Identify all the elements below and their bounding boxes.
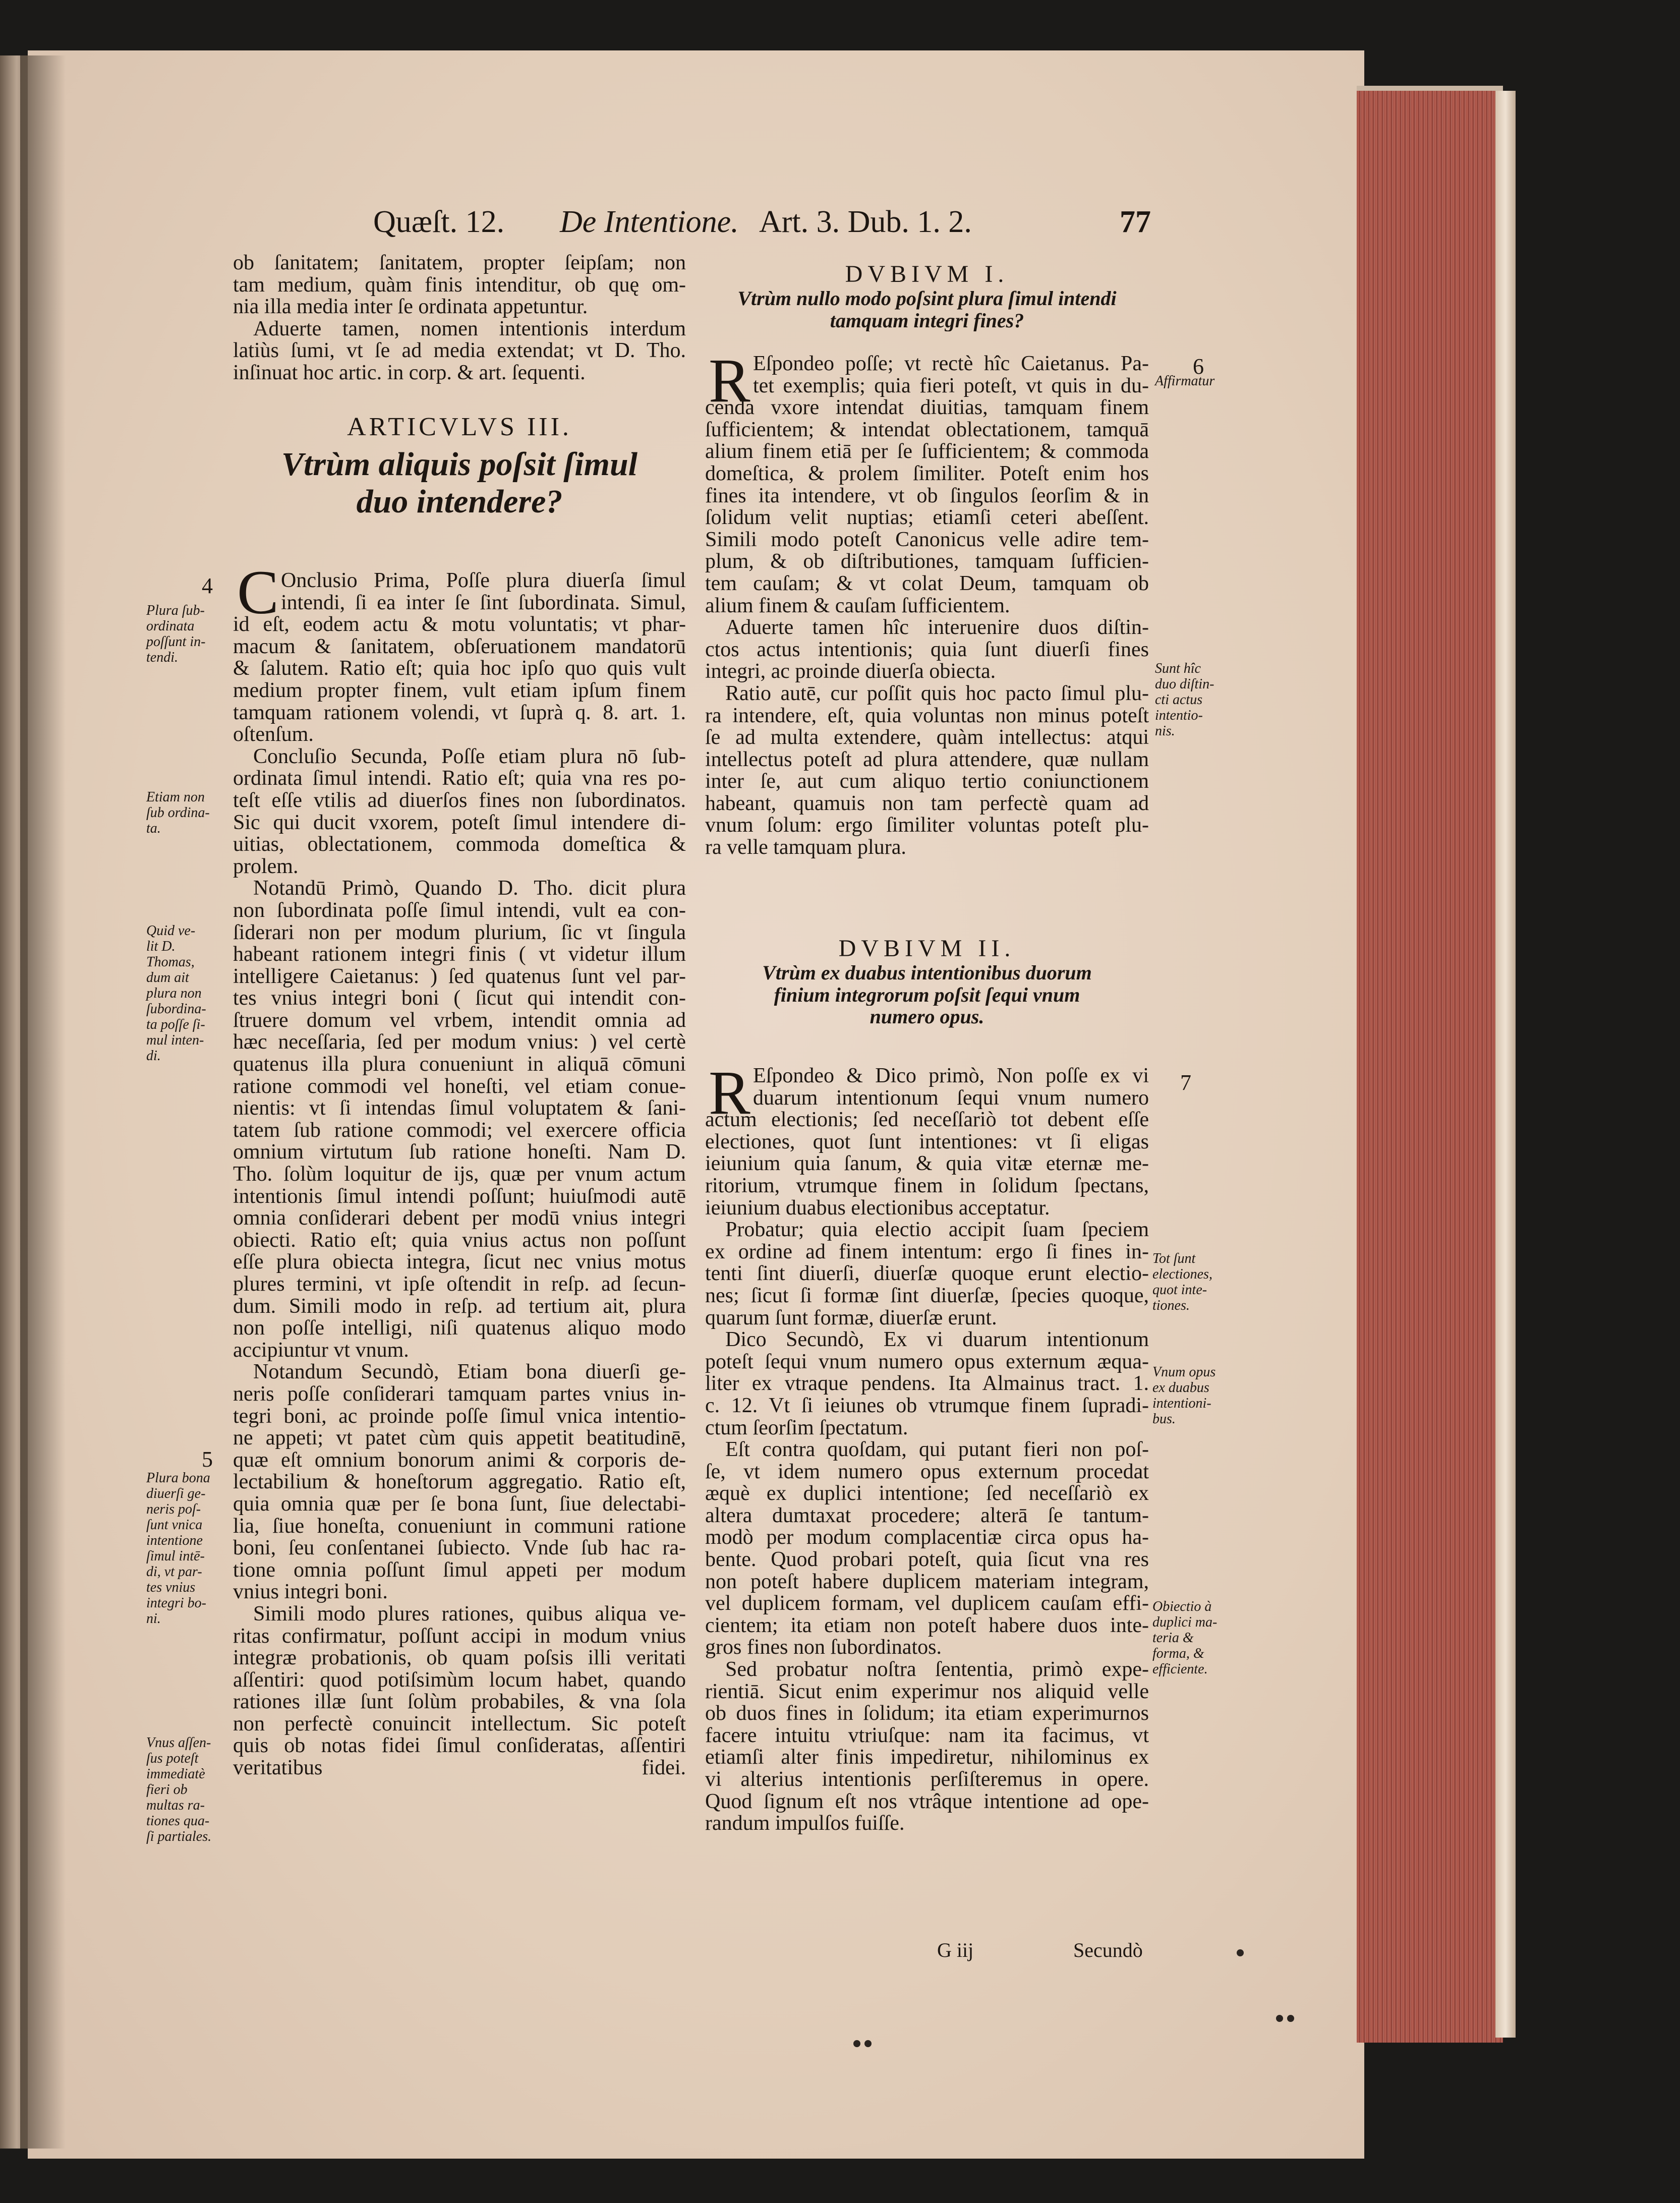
text-line: fines ita intendere, vt ob ſingulos ſeorſim & in	[705, 485, 1149, 507]
marginal-note-line: Vnus aſſen-	[146, 1735, 211, 1751]
marginal-note-line: fieri ob	[146, 1782, 188, 1798]
text-line: & ſalutem. Ratio eſt; quia hoc ipſo quo quis vult	[233, 658, 686, 680]
marginal-note-line: di.	[146, 1048, 161, 1064]
dubium2-question-line-3: numero opus.	[870, 1006, 984, 1028]
marginal-note-line: ſus poteſt	[146, 1751, 199, 1766]
text-line: ra velle tamquam plura.	[705, 837, 906, 859]
marginal-note-line: lit D.	[146, 939, 176, 954]
running-header	[373, 199, 1170, 245]
signature-mark: G iij	[937, 1939, 974, 1961]
text-line: non poſſe intelligi, niſi quatenus aliquo modo	[233, 1317, 686, 1340]
marginal-note-line: ſubordina-	[146, 1001, 206, 1017]
marginal-note-line: Quid ve-	[146, 923, 196, 939]
text-line: ra intendere, eſt, quia voluntas non minus poteſt	[705, 705, 1149, 727]
text-line: gros fines non ſubordinatos.	[705, 1637, 942, 1659]
text-line: tet exemplis; quia fieri poteſt, vt quis in du-	[753, 375, 1149, 397]
text-line: lia, ſiue honeſta, conueniunt in communi ratione	[233, 1515, 686, 1538]
marginal-note-line: immediatè	[146, 1766, 205, 1782]
text-line: cenda vxore intendat diuitias, tamquam finem	[705, 397, 1149, 419]
text-line: intellectus poteſt ad plura attendere, quæ nullam	[705, 748, 1149, 771]
text-line: vi alterius intentionis perſiſteremus in opere.	[705, 1769, 1149, 1791]
marginal-note-line: multas ra-	[146, 1798, 205, 1813]
text-line: uitias, oblectationem, commoda domeſtica &	[233, 834, 686, 856]
marginal-note-line: duplici ma-	[1152, 1614, 1218, 1630]
dubium1-question-line-1: Vtrùm nullo modo poſsint plura ſimul intendi	[737, 287, 1117, 310]
text-line: intelligere Caietanus: ) ſed quatenus ſunt vel par-	[233, 965, 686, 988]
text-line: aſſentiri: quod potiſsimùm locum habet, quando	[233, 1669, 686, 1692]
marginal-note-line: forma, &	[1152, 1646, 1204, 1661]
text-line: inter ſe, aut cum aliquo tertio coniunctionem	[705, 771, 1149, 793]
marginal-note-line: intentioni-	[1152, 1396, 1211, 1411]
text-line: habeant rationem integri finis ( vt videtur illum	[233, 944, 686, 966]
text-line: Ratio autē, cur poſſit quis hoc pacto ſimul plu-	[725, 682, 1149, 705]
text-line: alium finem etiā per ſe ſufficientem; & commoda	[705, 441, 1149, 463]
marginal-note-line: ſunt vnica	[146, 1517, 203, 1533]
text-line: vnum ſolum: ergo ſimiliter voluntas poteſt plu-	[705, 815, 1149, 837]
marginal-note-line: Affirmatur	[1155, 373, 1215, 389]
left-intro-text	[233, 252, 686, 384]
red-page-edges	[1357, 91, 1503, 2043]
marginal-note-line: di, vt par-	[146, 1564, 202, 1580]
marginal-note-line: cti actus	[1155, 692, 1203, 708]
marginal-note	[1152, 1364, 1215, 1427]
dubium1-heading: DVBIVM I.	[845, 261, 1009, 287]
marginal-note	[146, 789, 210, 836]
dubium2-drop-cap: R	[709, 1058, 750, 1127]
text-line: Concluſio Secunda, Poſſe etiam plura nō ſub-	[253, 745, 686, 768]
article-heading-block	[233, 409, 686, 520]
text-line: plum, & ob diſtributiones, tamquam ſufficien-	[705, 551, 1149, 573]
marginal-note-line: plura non	[146, 985, 202, 1001]
book-cover-edge	[1495, 91, 1516, 2038]
dubium1-text	[705, 346, 1149, 859]
text-line: eſſe plura obiecta integra, ſicut nec vnius motus	[233, 1251, 686, 1273]
marginal-note-line: integri bo-	[146, 1595, 206, 1611]
ink-speck	[864, 2040, 872, 2047]
left-body-text	[233, 570, 686, 1779]
marginal-note-line: mul inten-	[146, 1032, 204, 1048]
text-line: quis ob notas fidei ſimul conſideratas, aſſentiri	[233, 1735, 686, 1758]
dubium2-question-line-1: Vtrùm ex duabus intentionibus duorum	[762, 962, 1092, 984]
text-line: Aduerte tamen, nomen intentionis interdum	[253, 318, 686, 340]
text-line: electiones, quot ſunt intentiones: vt ſi eligas	[705, 1131, 1149, 1153]
marginal-note-line: tendi.	[146, 650, 178, 665]
text-line: dum. Simili modo in reſp. ad tertium ait, plura	[233, 1295, 686, 1318]
marginal-note	[146, 603, 205, 665]
page-number: 77	[1120, 205, 1151, 239]
text-line: habeant, quamuis non tam perfectè quam ad	[705, 792, 1149, 815]
text-line: alium finem & cauſam ſufficientem.	[705, 595, 1010, 617]
text-line: oſtenſum.	[233, 724, 314, 746]
book-page	[28, 50, 1364, 2159]
marginal-note-line: diuerſi ge-	[146, 1486, 206, 1501]
text-line: modò per modum complacentiæ circa opus ha-	[705, 1527, 1149, 1549]
dubium1-heading-block	[705, 261, 1149, 331]
text-line: Sed probatur noſtra ſententia, primò expe-	[725, 1659, 1149, 1681]
text-line: ne appeti; vt patet cùm quis appetit beatitudinē,	[233, 1427, 686, 1450]
text-line: ſufficientem; & intendat oblectationem, tamquā	[705, 419, 1149, 441]
text-line: ſiderari non per modum plurium, ſic vt ſingula	[233, 921, 686, 944]
dubium2-heading: DVBIVM II.	[838, 936, 1016, 962]
marginal-note	[1152, 1599, 1217, 1677]
text-line: quarum ſunt formæ, diuerſæ erunt.	[705, 1307, 997, 1329]
marginal-note-line: ex duabus	[1152, 1380, 1209, 1396]
text-line: lectabilium & honeſtorum aggregatio. Ratio eſt,	[233, 1471, 686, 1493]
text-line: tam medium, quàm finis intenditur, ob quę om-	[233, 274, 686, 297]
marginal-note-line: ſub ordina-	[146, 805, 210, 821]
text-line: non ſubordinata poſſe ſimul intendi, vult ea con-	[233, 899, 686, 922]
text-line: nientis: vt ſi intendas ſimul voluptatem & ſani-	[233, 1097, 686, 1120]
text-line: domeſtica, & prolem ſimiliter. Poteſt enim hos	[705, 462, 1149, 485]
text-line: Tho. ſolùm loquitur de ijs, quæ per vnum actum	[233, 1164, 686, 1186]
text-line: Dico Secundò, Ex vi duarum intentionum	[725, 1329, 1149, 1351]
text-line: randum impulſos fuiſſe.	[705, 1813, 905, 1835]
gutter-shadow	[20, 55, 66, 2149]
text-line: cientem; ita etiam non poteſt habere duos inte-	[705, 1614, 1149, 1637]
text-line: rationes illæ ſunt ſolùm probabiles, & vna ſola	[233, 1691, 686, 1713]
ink-speck	[853, 2040, 860, 2047]
text-line: non poteſt habere duplicem materiam integram,	[705, 1571, 1149, 1593]
text-line: tenti ſint diuerſi, diuerſæ quoque erunt electio-	[705, 1263, 1149, 1285]
text-line: tes vnius integri boni ( ſicut qui intendit con-	[233, 988, 686, 1010]
text-line: ob ſanitatem; ſanitatem, propter ſeipſam; non	[233, 252, 686, 274]
marginal-note-line: intentione	[146, 1533, 203, 1548]
text-line: veritatibus fidei.	[233, 1757, 686, 1779]
text-line: vnius integri boni.	[233, 1581, 388, 1603]
margin-number-5: 5	[202, 1447, 213, 1472]
text-line: poteſt ſequi vnum numero opus externum æqua-	[705, 1351, 1149, 1373]
text-line: omnium virtutum ſub ratione honeſti. Nam D.	[233, 1141, 686, 1164]
text-line: prolem.	[233, 855, 299, 878]
marginal-note-line: ordinata	[146, 618, 195, 634]
marginal-note-line: neris poſ-	[146, 1501, 201, 1517]
text-line: nes; ſicut ſi formæ ſint diuerſæ, ſpecies quoque,	[705, 1285, 1149, 1307]
ink-speck	[1287, 2015, 1294, 2022]
marginal-note-line: intentio-	[1155, 708, 1203, 723]
text-line: etiamſi alter finis impediretur, nihilominus ex	[705, 1747, 1149, 1769]
marginal-note-line: tiones.	[1152, 1298, 1190, 1313]
text-line: Aduerte tamen hîc interuenire duos diſtin-	[725, 617, 1149, 639]
marginal-note-line: Vnum opus	[1152, 1364, 1216, 1380]
marginal-note-line: Plura ſub-	[146, 603, 205, 618]
dubium2-question-line-2: finium integrorum poſsit ſequi vnum	[774, 983, 1080, 1006]
text-line: Notandū Primò, Quando D. Tho. dicit plura	[253, 878, 686, 900]
text-line: ob duos fines in ſolidum; ita etiam experimurnos	[705, 1703, 1149, 1725]
text-line: quatenus illa plura conueniunt in aliquā cōmuni	[233, 1054, 686, 1076]
text-line: quia omnia quæ per ſe bona ſunt, ſiue delectabi-	[233, 1493, 686, 1516]
marginal-note-line: efficiente.	[1152, 1661, 1208, 1677]
marginal-note-line: ſi partiales.	[146, 1829, 212, 1844]
catchword: Secundò	[1073, 1939, 1143, 1961]
text-line: Simili modo plures rationes, quibus aliqua ve-	[253, 1603, 686, 1626]
marginal-note	[146, 1470, 210, 1627]
text-line: ieiunium duabus electionibus acceptatur.	[705, 1197, 1050, 1220]
text-line: accipiuntur vt vnum.	[233, 1339, 409, 1362]
header-title: De Intentione.	[560, 205, 739, 239]
text-line: plures termini, vt ipſe oſtendit in reſp. ad ſecun-	[233, 1273, 686, 1296]
text-line: ſe ad multa extendere, quàm intellectus: atqui	[705, 727, 1149, 749]
marginal-note-line: duo diſtin-	[1155, 676, 1214, 692]
marginal-note-line: Tot ſunt	[1152, 1251, 1196, 1266]
text-line: tamquam rationem volendi, vt ſuprà q. 8. art. 1.	[233, 702, 686, 724]
marginal-note	[146, 923, 206, 1064]
text-line: duarum intentionum ſequi vnum numero	[753, 1087, 1149, 1110]
left-drop-cap: C	[237, 558, 279, 627]
text-line: rientiā. Sicut enim experimur nos aliquid velle	[705, 1680, 1149, 1703]
marginal-note-line: Sunt hîc	[1155, 661, 1201, 676]
text-line: quæ eſt omnium bonorum animi & corporis de-	[233, 1449, 686, 1472]
dubium1-drop-cap: R	[709, 346, 750, 415]
marginal-note-line: dum ait	[146, 970, 189, 985]
text-line: neris poſſe conſiderari tamquam partes vnius in-	[233, 1383, 686, 1406]
dubium1-question-line-2: tamquam integri fines?	[830, 309, 1024, 332]
ink-speck	[1276, 2015, 1283, 2022]
marginal-note-line: ta.	[146, 821, 161, 836]
text-line: integræ probationis, ob quam poſsis illi veritati	[233, 1647, 686, 1669]
text-line: boni, ſeu conſentanei ſubiecto. Vnde ſub hac ra-	[233, 1537, 686, 1559]
text-line: actum electionis; ſed neceſſariò tot debent eſſe	[705, 1109, 1149, 1131]
text-line: ſolidum velit nuptias; etiamſi ceteri abeſſent.	[705, 507, 1149, 529]
text-line: liter ex vtraque pendens. Ita Almainus tract. 1.	[705, 1373, 1149, 1395]
margin-number-7: 7	[1180, 1070, 1191, 1095]
text-line: ctum ſeorſim ſpectatum.	[705, 1417, 908, 1439]
text-line: ordinata ſimul intendi. Ratio eſt; quia vna res po-	[233, 768, 686, 790]
text-line: integri, ac proinde diuerſa obiecta.	[705, 661, 996, 683]
text-line: non perfectè conuincit intellectum. Sic poteſt	[233, 1713, 686, 1735]
text-line: Eſpondeo poſſe; vt rectè hîc Caietanus. Pa-	[753, 353, 1149, 375]
ink-speck	[1237, 1949, 1244, 1956]
text-line: obiecti. Ratio eſt; quia vnius actus non poſſunt	[233, 1229, 686, 1252]
text-line: ratione commodi vel honeſti, vel etiam conue-	[233, 1075, 686, 1098]
marginal-note-line: ta poſſe ſi-	[146, 1017, 205, 1032]
text-line: altera dumtaxat procedere; alterā ſe tantum-	[705, 1504, 1149, 1527]
header-quaestio: Quæſt. 12.	[373, 205, 505, 239]
marginal-note	[146, 1735, 211, 1844]
text-line: teſt eſſe vtilis ad diuerſos fines non ſubordinatos.	[233, 789, 686, 812]
text-line: ritas confirmatur, poſſunt accipi in modum vnius	[233, 1625, 686, 1648]
text-line: ſtruere domum vel vrbem, intendit omnia ad	[233, 1009, 686, 1032]
article-question-line-1: Vtrùm aliquis poſsit ſimul	[281, 446, 638, 483]
marginal-note-line: nis.	[1155, 723, 1175, 739]
text-line: bente. Quod probari poteſt, quia ſicut vna res	[705, 1549, 1149, 1571]
marginal-note-line: ni.	[146, 1611, 161, 1627]
text-line: intentionis ſimul intendi poſſunt; huiuſmodi autē	[233, 1185, 686, 1208]
marginal-note-line: bus.	[1152, 1411, 1176, 1427]
marginal-note	[1155, 661, 1214, 739]
text-line: æquè ex duplici intentione; ſed neceſſariò ex	[705, 1483, 1149, 1505]
text-line: Notandum Secundò, Etiam bona diuerſi ge-	[253, 1361, 686, 1383]
marginal-note-line: Thomas,	[146, 954, 195, 970]
text-line: omnia conſiderari debent per modū vnius integri	[233, 1207, 686, 1230]
marginal-note-line: Obiectio à	[1152, 1599, 1212, 1614]
text-line: ctos actus intentionis; quia ſunt diuerſi fines	[705, 639, 1149, 661]
text-line: tatem ſub ratione commodi; vel exercere officia	[233, 1119, 686, 1142]
text-line: facere intuitu vtriuſque: nam ita facimus, vt	[705, 1724, 1149, 1747]
dubium2-text	[705, 1058, 1149, 1835]
article-heading: ARTICVLVS III.	[347, 413, 572, 441]
marginal-note-line: tiones qua-	[146, 1813, 210, 1829]
text-line: ritorium, vtrumque finem in ſolidum ſpectans,	[705, 1175, 1149, 1197]
text-line: medium propter finem, vult etiam ipſum finem	[233, 679, 686, 702]
text-line: tione omnia poſſunt ſimul appeti per modum	[233, 1559, 686, 1582]
text-line: intendi, ſi ea inter ſe ſint ſubordinata. Simul,	[281, 592, 686, 614]
text-line: tegri boni, ac proinde poſſe ſimul vnica intentio-	[233, 1405, 686, 1428]
header-article: Art. 3. Dub. 1. 2.	[759, 205, 972, 239]
text-line: Quod ſignum eſt nos vtrâque intentione ad ope-	[705, 1790, 1149, 1813]
marginal-note-line: quot inte-	[1152, 1282, 1207, 1298]
text-line: c. 12. Vt ſi ieiunes ob vtrumque finem ſupradi-	[705, 1395, 1149, 1417]
text-line: Probatur; quia electio accipit ſuam ſpeciem	[725, 1219, 1149, 1241]
marginal-note-line: electiones,	[1152, 1266, 1212, 1282]
text-line: tem cauſam; & vt colat Deum, tamquam ob	[705, 572, 1149, 595]
marginal-note-line: tes vnius	[146, 1580, 196, 1595]
marginal-note	[1152, 1251, 1212, 1313]
margin-number-4: 4	[202, 573, 213, 598]
article-question-line-2: duo intendere?	[356, 483, 563, 520]
marginal-note-line: ſimul intē-	[146, 1548, 205, 1564]
text-line: Eſpondeo & Dico primò, Non poſſe ex vi	[753, 1065, 1149, 1087]
text-line: nia illa media inter ſe ordinata appetuntur.	[233, 296, 588, 318]
text-line: vel duplicem formam, vel duplicem cauſam effi-	[705, 1593, 1149, 1615]
marginal-note-line: Plura bona	[146, 1470, 210, 1486]
marginal-note-line: Etiam non	[146, 789, 205, 805]
text-line: latiùs ſumi, vt ſe ad media extendat; vt D. Tho.	[233, 340, 686, 362]
marginal-note	[1155, 373, 1214, 389]
text-line: Sic qui ducit vxorem, poteſt ſimul intendere di-	[233, 811, 686, 834]
text-line: ieiunium quia ſanum, & quia vitæ eternæ me-	[705, 1153, 1149, 1175]
text-line: ex ordine ad finem intentum: ergo ſi fines in-	[705, 1241, 1149, 1263]
text-line: ſe, vt idem numero opus externum procedat	[705, 1461, 1149, 1483]
text-line: Simili modo poteſt Canonicus velle adire tem-	[705, 529, 1149, 551]
margin-number-6: 6	[1193, 354, 1204, 379]
text-line: Onclusio Prima, Poſſe plura diuerſa ſimul	[281, 570, 686, 592]
text-line: macum & ſanitatem, obſeruationem mandatorū	[233, 635, 686, 658]
text-line: hæc neceſſaria, ſed per modum vnius: ) vel certè	[233, 1031, 686, 1054]
marginal-note-line: teria &	[1152, 1630, 1194, 1646]
marginal-note-line: poſſunt in-	[146, 634, 206, 650]
text-line: Eſt contra quoſdam, qui putant fieri non poſ-	[725, 1439, 1149, 1461]
text-line: inſinuat hoc artic. in corp. & art. ſequenti.	[233, 362, 586, 384]
text-line: id eſt, eodem actu & motu voluntatis; vt phar-	[233, 614, 686, 636]
dubium2-heading-block	[705, 936, 1149, 1028]
